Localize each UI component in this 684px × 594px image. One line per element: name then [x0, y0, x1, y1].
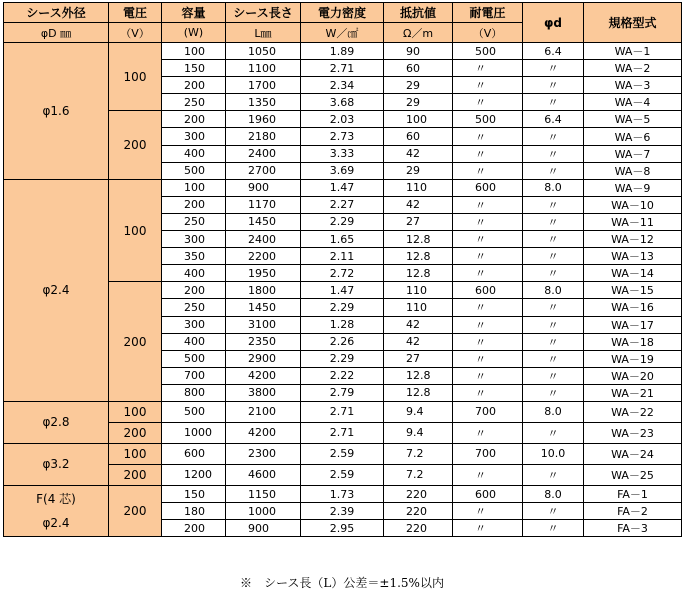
resistance-cell: 12.8: [384, 367, 453, 384]
voltage-cell: 100: [109, 401, 162, 422]
phi-d-cell: 〃: [523, 384, 584, 401]
phi-d-cell: 8.0: [523, 485, 584, 502]
model-cell: FA－3: [584, 520, 682, 537]
model-cell: WA－9: [584, 179, 682, 196]
power-density-cell: 2.34: [301, 77, 384, 94]
power-density-cell: 2.11: [301, 248, 384, 265]
resistance-cell: 7.2: [384, 443, 453, 464]
sheath-length-cell: 4600: [226, 464, 301, 485]
capacity-cell: 500: [162, 401, 226, 422]
table-row: [4, 485, 682, 502]
capacity-cell: 250: [162, 94, 226, 111]
power-density-cell: 2.59: [301, 443, 384, 464]
sheath-length-cell: 1950: [226, 265, 301, 282]
model-cell: FA－1: [584, 485, 682, 502]
phi-d-cell: 〃: [523, 248, 584, 265]
model-cell: WA－1: [584, 43, 682, 60]
header-capacity-unit: (W): [162, 23, 226, 43]
sheath-length-cell: 2350: [226, 333, 301, 350]
phi-d-cell: 〃: [523, 367, 584, 384]
resistance-cell: 60: [384, 60, 453, 77]
power-density-cell: 2.95: [301, 520, 384, 537]
capacity-cell: 500: [162, 350, 226, 367]
model-cell: WA－20: [584, 367, 682, 384]
model-cell: WA－18: [584, 333, 682, 350]
tolerance-note: ※ シース長（L）公差＝±1.5%以内: [240, 576, 444, 590]
phi-d-cell: 〃: [523, 128, 584, 145]
phi-d-cell: 〃: [523, 213, 584, 230]
header-model: 規格型式: [584, 3, 682, 43]
phi-d-cell: 〃: [523, 265, 584, 282]
power-density-cell: 3.33: [301, 145, 384, 162]
spec-table: [3, 2, 682, 537]
sheath-length-cell: 1170: [226, 196, 301, 213]
capacity-cell: 150: [162, 60, 226, 77]
voltage-cell: 200: [109, 111, 162, 179]
power-density-cell: 2.72: [301, 265, 384, 282]
power-density-cell: 2.71: [301, 401, 384, 422]
model-cell: WA－5: [584, 111, 682, 128]
model-cell: WA－3: [584, 77, 682, 94]
sheath-length-cell: 1350: [226, 94, 301, 111]
phi-d-cell: 8.0: [523, 282, 584, 299]
phi-d-cell: 〃: [523, 299, 584, 316]
withstand-voltage-cell: 〃: [453, 333, 523, 350]
table-row: [4, 401, 682, 422]
voltage-cell: 100: [109, 443, 162, 464]
phi-d-cell: 〃: [523, 316, 584, 333]
phi-d-cell: 〃: [523, 464, 584, 485]
resistance-cell: 110: [384, 299, 453, 316]
power-density-cell: 1.47: [301, 179, 384, 196]
model-cell: WA－8: [584, 162, 682, 179]
sheath-length-cell: 1150: [226, 485, 301, 502]
model-cell: WA－22: [584, 401, 682, 422]
withstand-voltage-cell: 〃: [453, 464, 523, 485]
phi-d-cell: 8.0: [523, 401, 584, 422]
phi-d-cell: 8.0: [523, 179, 584, 196]
model-cell: WA－11: [584, 213, 682, 230]
header-sheath-length-unit: L㎜: [226, 23, 301, 43]
withstand-voltage-cell: 〃: [453, 316, 523, 333]
sheath-length-cell: 2400: [226, 145, 301, 162]
phi-d-cell: 〃: [523, 145, 584, 162]
sheath-length-cell: 4200: [226, 422, 301, 443]
sheath-length-cell: 1450: [226, 299, 301, 316]
header-withstand-voltage: 耐電圧: [453, 3, 523, 23]
power-density-cell: 3.69: [301, 162, 384, 179]
withstand-voltage-cell: 〃: [453, 350, 523, 367]
power-density-cell: 2.26: [301, 333, 384, 350]
model-cell: WA－6: [584, 128, 682, 145]
phi-d-cell: 〃: [523, 77, 584, 94]
sheath-length-cell: 1960: [226, 111, 301, 128]
phi-d-cell: 〃: [523, 231, 584, 248]
sheath-length-cell: 3800: [226, 384, 301, 401]
header-phi-d: φd: [523, 3, 584, 43]
spec-table-body: [4, 43, 682, 537]
sheath-length-cell: 1450: [226, 213, 301, 230]
resistance-cell: 27: [384, 213, 453, 230]
capacity-cell: 250: [162, 213, 226, 230]
phi-d-cell: 6.4: [523, 43, 584, 60]
header-voltage: 電圧: [109, 3, 162, 23]
phi-d-cell: 〃: [523, 422, 584, 443]
resistance-cell: 220: [384, 485, 453, 502]
capacity-cell: 200: [162, 77, 226, 94]
sheath-length-cell: 4200: [226, 367, 301, 384]
header-resistance: 抵抗値: [384, 3, 453, 23]
capacity-cell: 200: [162, 196, 226, 213]
resistance-cell: 110: [384, 282, 453, 299]
resistance-cell: 9.4: [384, 422, 453, 443]
capacity-cell: 400: [162, 145, 226, 162]
withstand-voltage-cell: 〃: [453, 367, 523, 384]
phi-d-cell: 〃: [523, 333, 584, 350]
sheath-length-cell: 1000: [226, 503, 301, 520]
sheath-length-cell: 2900: [226, 350, 301, 367]
sheath-length-cell: 2300: [226, 443, 301, 464]
model-cell: WA－19: [584, 350, 682, 367]
power-density-cell: 2.27: [301, 196, 384, 213]
withstand-voltage-cell: 600: [453, 282, 523, 299]
withstand-voltage-cell: 〃: [453, 128, 523, 145]
header-sheath-length: シース長さ: [226, 3, 301, 23]
sheath-length-cell: 2200: [226, 248, 301, 265]
model-cell: WA－17: [584, 316, 682, 333]
resistance-cell: 90: [384, 43, 453, 60]
sheath-diameter-cell: [4, 401, 109, 443]
withstand-voltage-cell: 〃: [453, 60, 523, 77]
withstand-voltage-cell: 〃: [453, 422, 523, 443]
model-cell: WA－10: [584, 196, 682, 213]
power-density-cell: 2.71: [301, 422, 384, 443]
phi-d-cell: 〃: [523, 196, 584, 213]
model-cell: WA－7: [584, 145, 682, 162]
power-density-cell: 2.03: [301, 111, 384, 128]
voltage-cell: 200: [109, 485, 162, 536]
resistance-cell: 42: [384, 316, 453, 333]
sheath-diameter-cell: [4, 43, 109, 180]
capacity-cell: 1000: [162, 422, 226, 443]
phi-d-cell: 〃: [523, 162, 584, 179]
withstand-voltage-cell: 〃: [453, 94, 523, 111]
power-density-cell: 2.29: [301, 213, 384, 230]
power-density-cell: 2.59: [301, 464, 384, 485]
table-row: [4, 443, 682, 464]
capacity-cell: 700: [162, 367, 226, 384]
capacity-cell: 350: [162, 248, 226, 265]
voltage-cell: 200: [109, 422, 162, 443]
sheath-length-cell: 1050: [226, 43, 301, 60]
power-density-cell: 2.29: [301, 299, 384, 316]
withstand-voltage-cell: 500: [453, 43, 523, 60]
model-cell: WA－16: [584, 299, 682, 316]
resistance-cell: 60: [384, 128, 453, 145]
capacity-cell: 600: [162, 443, 226, 464]
power-density-cell: 3.68: [301, 94, 384, 111]
phi-d-cell: 〃: [523, 503, 584, 520]
resistance-cell: 100: [384, 111, 453, 128]
capacity-cell: 400: [162, 333, 226, 350]
withstand-voltage-cell: 700: [453, 401, 523, 422]
capacity-cell: 400: [162, 265, 226, 282]
sheath-length-cell: 1100: [226, 60, 301, 77]
header-power-density-unit: W／㎠: [301, 23, 384, 43]
power-density-cell: 2.29: [301, 350, 384, 367]
sheath-length-cell: 900: [226, 520, 301, 537]
withstand-voltage-cell: 〃: [453, 503, 523, 520]
resistance-cell: 29: [384, 77, 453, 94]
model-cell: WA－13: [584, 248, 682, 265]
sheath-diameter-label-secondary: φ2.4: [42, 516, 70, 531]
withstand-voltage-cell: 500: [453, 111, 523, 128]
resistance-cell: 110: [384, 179, 453, 196]
capacity-cell: 250: [162, 299, 226, 316]
resistance-cell: 29: [384, 162, 453, 179]
sheath-diameter-label: F(4 芯): [36, 492, 76, 507]
voltage-cell: 100: [109, 179, 162, 282]
withstand-voltage-cell: 600: [453, 485, 523, 502]
sheath-length-cell: 1700: [226, 77, 301, 94]
withstand-voltage-cell: 〃: [453, 145, 523, 162]
phi-d-cell: 6.4: [523, 111, 584, 128]
header-withstand-voltage-unit: （V）: [453, 23, 523, 43]
model-cell: FA－2: [584, 503, 682, 520]
power-density-cell: 2.71: [301, 60, 384, 77]
sheath-length-cell: 1800: [226, 282, 301, 299]
table-row: [4, 179, 682, 196]
withstand-voltage-cell: 〃: [453, 520, 523, 537]
power-density-cell: 1.28: [301, 316, 384, 333]
resistance-cell: 12.8: [384, 231, 453, 248]
sheath-length-cell: 900: [226, 179, 301, 196]
phi-d-cell: 10.0: [523, 443, 584, 464]
model-cell: WA－24: [584, 443, 682, 464]
model-cell: WA－14: [584, 265, 682, 282]
capacity-cell: 500: [162, 162, 226, 179]
withstand-voltage-cell: 〃: [453, 196, 523, 213]
capacity-cell: 1200: [162, 464, 226, 485]
withstand-voltage-cell: 〃: [453, 77, 523, 94]
phi-d-cell: 〃: [523, 94, 584, 111]
power-density-cell: 1.65: [301, 231, 384, 248]
phi-d-cell: 〃: [523, 350, 584, 367]
capacity-cell: 200: [162, 111, 226, 128]
model-cell: WA－12: [584, 231, 682, 248]
model-cell: WA－15: [584, 282, 682, 299]
phi-d-cell: 〃: [523, 60, 584, 77]
resistance-cell: 42: [384, 196, 453, 213]
header-resistance-unit: Ω／m: [384, 23, 453, 43]
resistance-cell: 42: [384, 145, 453, 162]
resistance-cell: 12.8: [384, 265, 453, 282]
capacity-cell: 150: [162, 485, 226, 502]
power-density-cell: 2.22: [301, 367, 384, 384]
capacity-cell: 300: [162, 231, 226, 248]
model-cell: WA－25: [584, 464, 682, 485]
capacity-cell: 100: [162, 179, 226, 196]
withstand-voltage-cell: 〃: [453, 384, 523, 401]
resistance-cell: 12.8: [384, 248, 453, 265]
capacity-cell: 300: [162, 316, 226, 333]
sheath-length-cell: 2700: [226, 162, 301, 179]
withstand-voltage-cell: 〃: [453, 162, 523, 179]
sheath-diameter-label: φ1.6: [42, 103, 70, 118]
phi-d-cell: 〃: [523, 520, 584, 537]
resistance-cell: 27: [384, 350, 453, 367]
resistance-cell: 220: [384, 503, 453, 520]
table-row: [4, 43, 682, 60]
resistance-cell: 29: [384, 94, 453, 111]
withstand-voltage-cell: 600: [453, 179, 523, 196]
withstand-voltage-cell: 〃: [453, 213, 523, 230]
withstand-voltage-cell: 〃: [453, 231, 523, 248]
sheath-length-cell: 3100: [226, 316, 301, 333]
power-density-cell: 1.73: [301, 485, 384, 502]
model-cell: WA－2: [584, 60, 682, 77]
sheath-length-cell: 2100: [226, 401, 301, 422]
resistance-cell: 12.8: [384, 384, 453, 401]
resistance-cell: 220: [384, 520, 453, 537]
header-capacity: 容量: [162, 3, 226, 23]
voltage-cell: 200: [109, 464, 162, 485]
voltage-cell: 200: [109, 282, 162, 402]
resistance-cell: 7.2: [384, 464, 453, 485]
sheath-diameter-cell: [4, 443, 109, 485]
sheath-length-cell: 2400: [226, 231, 301, 248]
resistance-cell: 42: [384, 333, 453, 350]
power-density-cell: 1.89: [301, 43, 384, 60]
capacity-cell: 200: [162, 282, 226, 299]
header-power-density: 電力密度: [301, 3, 384, 23]
sheath-diameter-label: φ2.8: [42, 415, 70, 430]
model-cell: WA－23: [584, 422, 682, 443]
capacity-cell: 180: [162, 503, 226, 520]
header-sheath-diameter: シース外径: [4, 3, 109, 23]
sheath-diameter-cell: [4, 485, 109, 536]
model-cell: WA－21: [584, 384, 682, 401]
capacity-cell: 200: [162, 520, 226, 537]
withstand-voltage-cell: 〃: [453, 248, 523, 265]
model-cell: WA－4: [584, 94, 682, 111]
resistance-cell: 9.4: [384, 401, 453, 422]
header-voltage-unit: （V）: [109, 23, 162, 43]
voltage-cell: 100: [109, 43, 162, 111]
sheath-diameter-label: φ3.2: [42, 457, 70, 472]
sheath-length-cell: 2180: [226, 128, 301, 145]
header-sheath-diameter-unit: φD ㎜: [4, 23, 109, 43]
capacity-cell: 300: [162, 128, 226, 145]
withstand-voltage-cell: 〃: [453, 265, 523, 282]
power-density-cell: 2.73: [301, 128, 384, 145]
capacity-cell: 800: [162, 384, 226, 401]
withstand-voltage-cell: 700: [453, 443, 523, 464]
power-density-cell: 1.47: [301, 282, 384, 299]
power-density-cell: 2.79: [301, 384, 384, 401]
withstand-voltage-cell: 〃: [453, 299, 523, 316]
sheath-diameter-cell: [4, 179, 109, 401]
capacity-cell: 100: [162, 43, 226, 60]
power-density-cell: 2.39: [301, 503, 384, 520]
sheath-diameter-label: φ2.4: [42, 283, 70, 298]
